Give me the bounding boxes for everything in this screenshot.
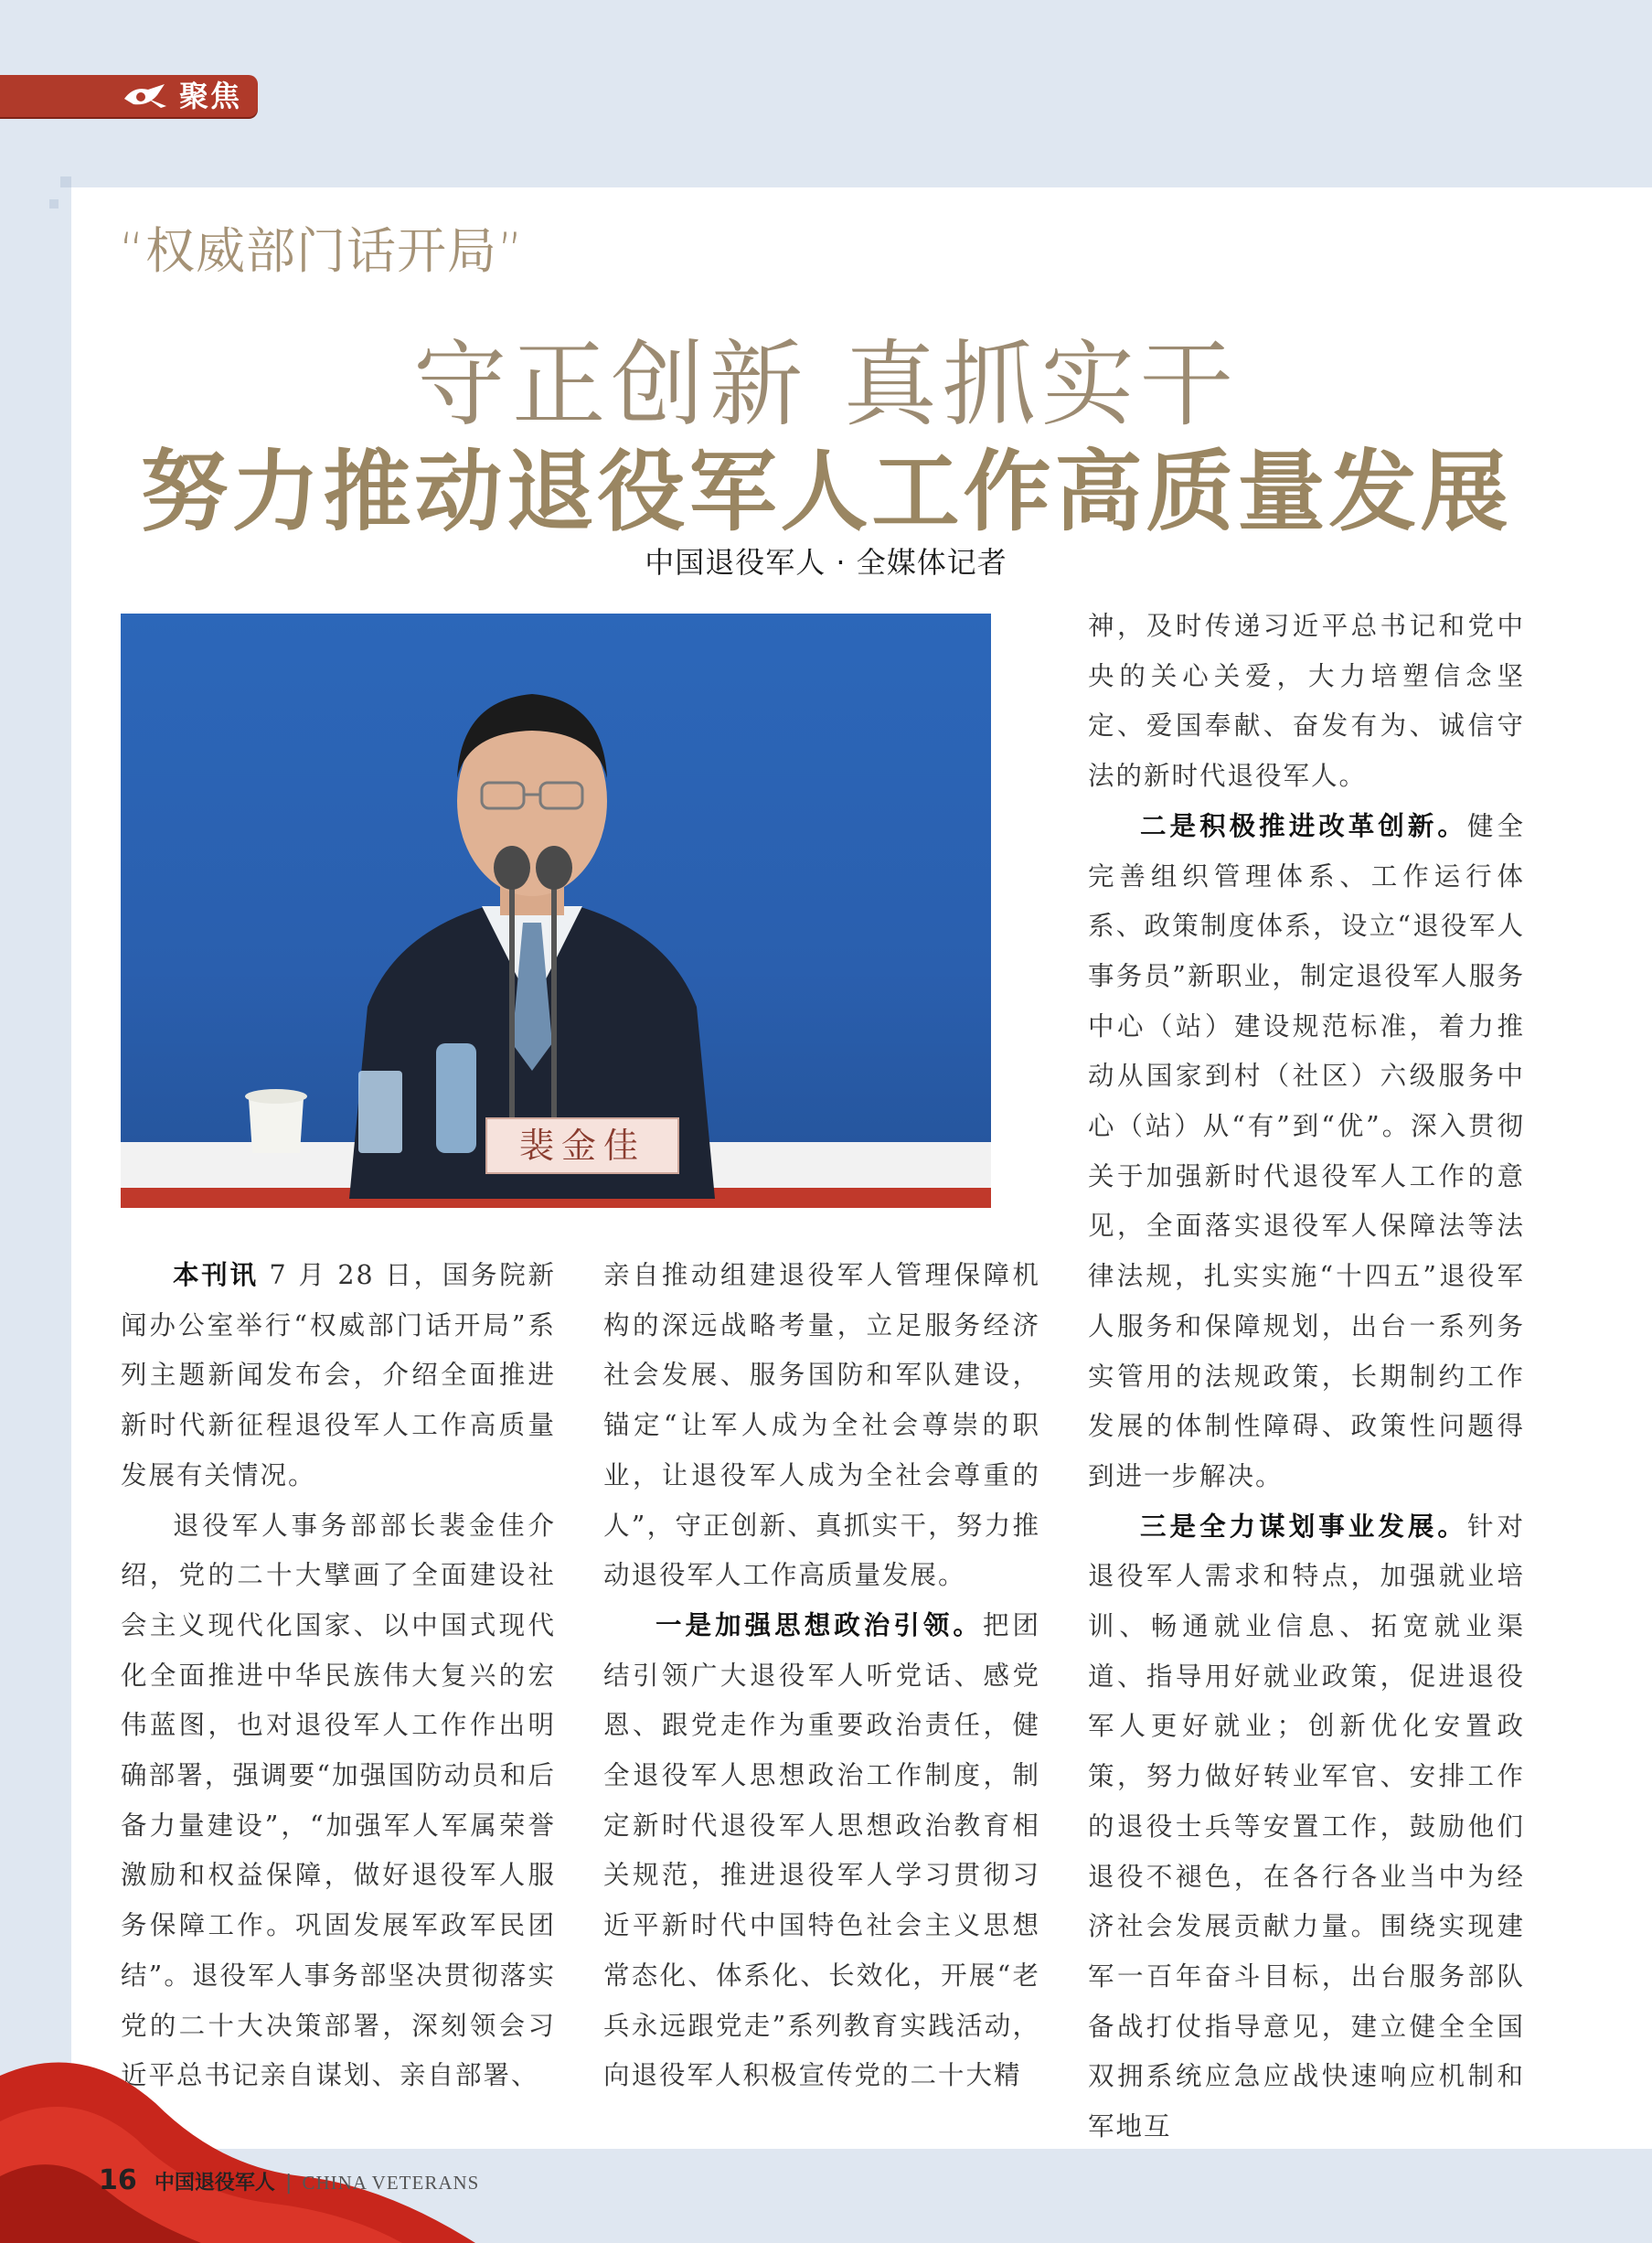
byline: 中国退役军人 · 全媒体记者 bbox=[645, 545, 1007, 580]
article-column-1 bbox=[121, 1251, 556, 2101]
paragraph bbox=[1088, 802, 1525, 1502]
paragraph bbox=[1088, 1502, 1525, 2152]
red-ribbon-decoration bbox=[0, 2039, 475, 2243]
section-tag bbox=[0, 75, 258, 117]
paragraph-text: 健全完善组织管理体系、工作运行体系、政策制度体系，设立“退役军人事务员”新职业，制定退役军人服务中心（站）建设规范标准，着力推动从国家到村（社区）六级服务中心（站）从“有”到“优”。深入贯彻关于加强新时代退役军人工作的意见，全面落实退役军人保障法等法律法规，扎实实施“十四五”退役军人服务和保障规划，出台一系列务实管用的法规政策，长期制约工作发展的体制性障碍、政策性问题得到进一步解决。 bbox=[1088, 810, 1525, 1491]
article-column-3 bbox=[1088, 602, 1525, 2152]
paragraph-text: 7 月 28 日，国务院新闻办公室举行“权威部门话开局”系列主题新闻发布会，介绍全面推进新时代新征程退役军人工作高质量发展有关情况。 bbox=[121, 1260, 556, 1490]
corner-decoration bbox=[49, 199, 59, 208]
section-label: 聚焦 bbox=[179, 79, 242, 113]
paragraph-lead: 本刊讯 bbox=[173, 1260, 259, 1290]
page-footer bbox=[99, 2158, 479, 2204]
nameplate-text: 裴金佳 bbox=[518, 1126, 646, 1166]
footer-separator: | bbox=[284, 2172, 293, 2195]
paragraph bbox=[121, 1251, 556, 1501]
page-number: 16 bbox=[99, 2164, 137, 2196]
paragraph-lead: 三是全力谋划事业发展。 bbox=[1140, 1511, 1467, 1542]
article-column-2 bbox=[603, 1251, 1040, 2101]
magazine-name: 中国退役军人 bbox=[154, 2172, 275, 2195]
paragraph bbox=[121, 1501, 556, 2101]
paragraph-lead: 二是积极推进改革创新。 bbox=[1140, 810, 1467, 841]
magazine-logo-icon bbox=[121, 79, 170, 113]
speaker-illustration bbox=[121, 614, 991, 1208]
paragraph bbox=[603, 1251, 1040, 1601]
paragraph bbox=[1088, 602, 1525, 802]
paragraph-text: 亲自推动组建退役军人管理保障机构的深远战略考量，立足服务经济社会发展、服务国防和军队建设，锚定“让军人成为全社会尊崇的职业，让退役军人成为全社会尊重的人”，守正创新、真抓实干，努力推动退役军人工作高质量发展。 bbox=[603, 1260, 1040, 1591]
press-conference-photo bbox=[121, 614, 991, 1208]
paragraph-text: 把团结引领广大退役军人听党话、感党恩、跟党走作为重要政治责任，健全退役军人思想政治工作制度，制定新时代退役军人思想政治教育相关规范，推进退役军人学习贯彻习近平新时代中国特色社会主义思想常态化、体系化、长效化，开展“老兵永远跟党走”系列教育实践活动，向退役军人积极宣传党的二十大精 bbox=[603, 1609, 1040, 2091]
series-title: “权威部门话开局” bbox=[119, 222, 524, 280]
magazine-english-name: CHINA VETERANS bbox=[302, 2172, 480, 2194]
corner-decoration bbox=[60, 176, 71, 187]
headline: 守正创新 真抓实干 bbox=[413, 331, 1239, 440]
paragraph-text: 神，及时传递习近平总书记和党中央的关心关爱，大力培塑信念坚定、爱国奉献、奋发有为、诚信守法的新时代退役军人。 bbox=[1088, 611, 1525, 792]
paragraph-lead: 一是加强思想政治引领。 bbox=[655, 1609, 983, 1640]
paragraph bbox=[603, 1601, 1040, 2101]
paragraph-text: 退役军人事务部部长裴金佳介绍，党的二十大擘画了全面建设社会主义现代化国家、以中国式现代化全面推进中华民族伟大复兴的宏伟蓝图，也对退役军人工作作出明确部署，强调要“加强国防动员和后备力量建设”，“加强军人军属荣誉激励和权益保障，做好退役军人服务保障工作。巩固发展军政军民团结”。退役军人事务部坚决贯彻落实党的二十大决策部署，深刻领会习近平总书记亲自谋划、亲自部署、 bbox=[121, 1510, 556, 2091]
subheadline: 努力推动退役军人工作高质量发展 bbox=[140, 440, 1512, 543]
paragraph-text: 针对退役军人需求和特点，加强就业培训、畅通就业信息、拓宽就业渠道、指导用好就业政策，促进退役军人更好就业；创新优化安置政策，努力做好转业军官、安排工作的退役士兵等安置工作，鼓励他们退役不褪色，在各行各业当中为经济社会发展贡献力量。围绕实现建军一百年奋斗目标，出台服务部队备战打仗指导意见，建立健全全国双拥系统应急应战快速响应机制和军地互 bbox=[1088, 1511, 1525, 2142]
